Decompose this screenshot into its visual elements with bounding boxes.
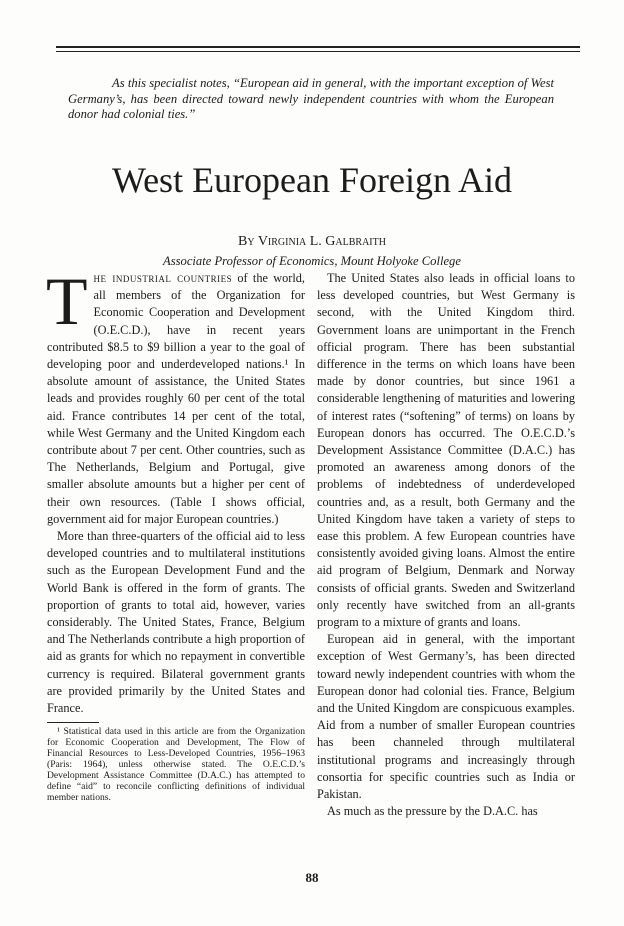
page-number: 88	[305, 870, 319, 885]
right-paragraph-1: The United States also leads in official loans to less developed countries, but West Germany is second, with the United Kingdom third. Government loans are unimportant in the French official program. There has been substantial difference in the terms on which loans have been made by donor countries, but since 1961 a considerable lengthening of maturities and lowering of interest rates (“softening” of terms) on loans by European donors has occurred. The O.E.C.D.’s Development Assistance Committee (D.A.C.) has promoted an awareness among donors of the problems of indebtedness of underdeveloped countries and, as a result, both Germany and the United Kingdom have taken a variety of steps to ease this problem. A few European countries have consistently avoided giving loans. Almost the entire aid program of Belgium, Denmark and Norway consists of official grants. Sweden and Switzerland only recently have switched from an all-grants program to a mixture of grants and loans.	[317, 271, 575, 630]
right-column	[317, 270, 575, 821]
left-paragraph-1	[46, 263, 305, 528]
left-paragraph-2: More than three-quarters of the official aid to less developed countries and to multilateral institutions such as the European Development Fund and the World Bank is offered in the form of grants. The proportion of grants to total aid, however, varies considerably. The United States, France, Belgium and The Netherlands contribute a high proportion of aid as grants for which no repayment in convertible currency is required. Bilateral government grants are provided primarily by the United States and France.	[47, 529, 305, 716]
article-title: West European Foreign Aid	[111, 160, 513, 200]
header-rule-thick	[56, 46, 580, 48]
right-paragraph-2: European aid in general, with the important exception of West Germany’s, has been directed toward newly independent countries with whom the European donor had colonial ties. France, Belgium and the United Kingdom are conspicuous examples. Aid from a number of smaller European countries has been channeled through multilateral institutional programs and increasingly through consortia for specific countries such as India or Pakistan.	[317, 632, 575, 802]
intro-blurb: As this specialist notes, “European aid in general, with the important exception of West Germany’s, has been directed toward newly independent countries with whom the European donor had colonial ties.”	[68, 76, 554, 122]
author-affiliation: Associate Professor of Economics, Mount Holyoke College	[163, 254, 461, 268]
left-column	[46, 263, 305, 804]
header-rule-thin	[56, 51, 580, 52]
right-paragraph-3: As much as the pressure by the D.A.C. has	[327, 804, 538, 819]
lead-in-small-caps: he industrial countries	[93, 271, 233, 285]
footnote-1: ¹ Statistical data used in this article are from the Organization for Economic Cooperation and Development, The Flow of Financial Resources to Less-Developed Countries, 1956–1963 (Paris: 1964), unless otherwise stated. The O.E.C.D.’s Development Assistance Committee (D.A.C.) has attempted to define “aid” to reconcile conflicting definitions of individual member nations.	[47, 726, 305, 804]
left-paragraph-1-text: of the world, all members of the Organization for Economic Cooperation and Development (O.E.C.D.), have in recent years contributed $8.5 to $9 billion a year to the goal of developing poor and underdeveloped nations.¹ In absolute amount of assistance, the United States leads and provides roughly 60 per cent of the total aid. France contributes 14 per cent of the total, while West Germany and the United Kingdom each contribute about 7 per cent. Other countries, such as The Netherlands, Belgium and Portugal, give smaller absolute amounts but a higher per cent of their own resources. (Table I shows official, government aid for major European countries.)	[47, 271, 305, 526]
drop-cap: T	[46, 263, 88, 339]
footnote-rule	[47, 722, 99, 723]
author-byline: By Virginia L. Galbraith	[238, 234, 386, 249]
